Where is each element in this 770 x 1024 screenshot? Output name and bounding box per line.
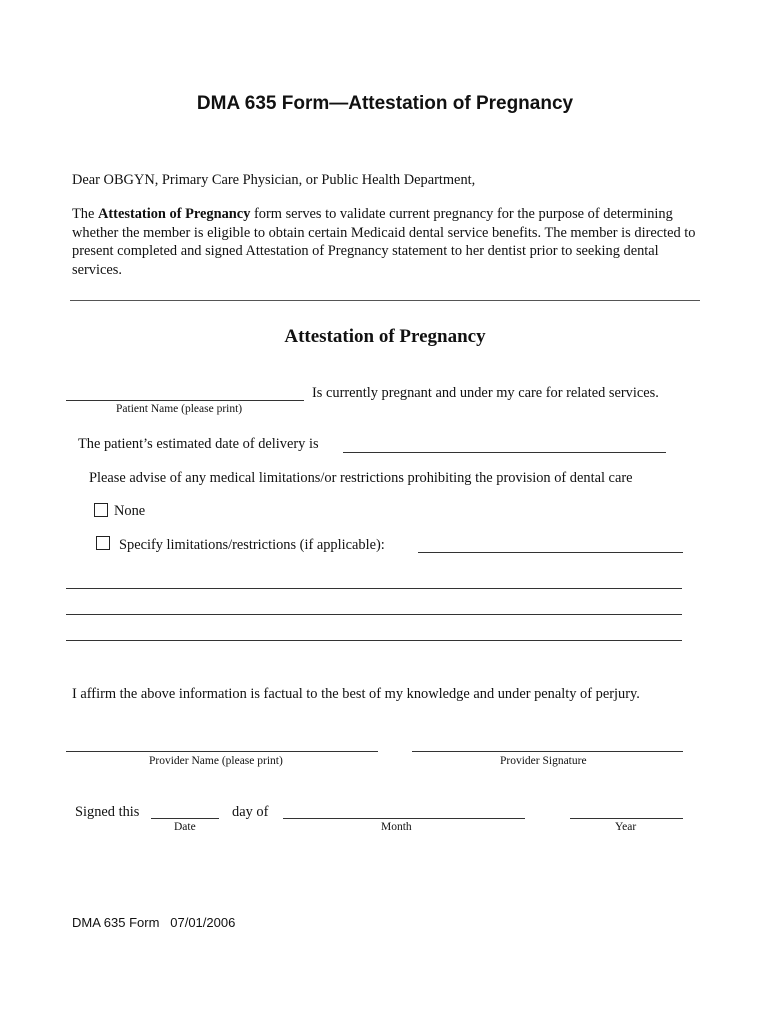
patient-name-field[interactable] xyxy=(66,400,304,401)
signed-this-label: Signed this xyxy=(75,804,140,820)
date-field[interactable] xyxy=(151,818,219,819)
limitations-line-3[interactable] xyxy=(66,640,682,641)
patient-name-label: Patient Name (please print) xyxy=(116,403,243,415)
intro-bold-term: Attestation of Pregnancy xyxy=(97,206,251,222)
month-label: Month xyxy=(381,821,412,833)
provider-signature-label: Provider Signature xyxy=(500,755,587,767)
specify-label: Specify limitations/restrictions (if applicable): xyxy=(119,537,385,553)
none-label: None xyxy=(114,503,146,519)
limitations-line-2[interactable] xyxy=(66,614,682,615)
specify-field[interactable] xyxy=(418,552,683,553)
limitations-line-1[interactable] xyxy=(66,588,682,589)
provider-name-field[interactable] xyxy=(66,751,378,752)
day-of-label: day of xyxy=(232,804,269,820)
limitations-question: Please advise of any medical limitations/or restrictions prohibiting the provision of dental care xyxy=(89,470,633,486)
delivery-date-field[interactable] xyxy=(343,452,666,453)
specify-checkbox[interactable] xyxy=(96,536,110,550)
form-title: DMA 635 Form—Attestation of Pregnancy xyxy=(196,93,574,114)
year-label: Year xyxy=(615,821,637,833)
greeting: Dear OBGYN, Primary Care Physician, or Public Health Department, xyxy=(72,172,476,188)
intro-paragraph xyxy=(72,205,702,279)
section-divider xyxy=(70,300,700,301)
intro-rest: form serves to validate current pregnancy for the purpose of determining whether the member is eligible to obtain certain Medicaid dental service benefits. The member is directed to present completed and signed Attestation of Pregnancy statement to her dentist prior to seeking dental services. xyxy=(72,206,696,278)
affirmation-statement: I affirm the above information is factual to the best of my knowledge and under penalty of perjury. xyxy=(72,686,640,702)
pregnant-statement: Is currently pregnant and under my care for related services. xyxy=(312,385,659,401)
provider-signature-field[interactable] xyxy=(412,751,683,752)
year-field[interactable] xyxy=(570,818,683,819)
none-checkbox[interactable] xyxy=(94,503,108,517)
provider-name-label: Provider Name (please print) xyxy=(149,755,283,767)
form-footer: DMA 635 Form 07/01/2006 xyxy=(72,915,236,930)
month-field[interactable] xyxy=(283,818,525,819)
intro-prefix: The xyxy=(72,206,98,222)
section-title: Attestation of Pregnancy xyxy=(284,326,486,347)
date-label: Date xyxy=(174,821,196,833)
delivery-date-label: The patient’s estimated date of delivery is xyxy=(78,436,319,452)
